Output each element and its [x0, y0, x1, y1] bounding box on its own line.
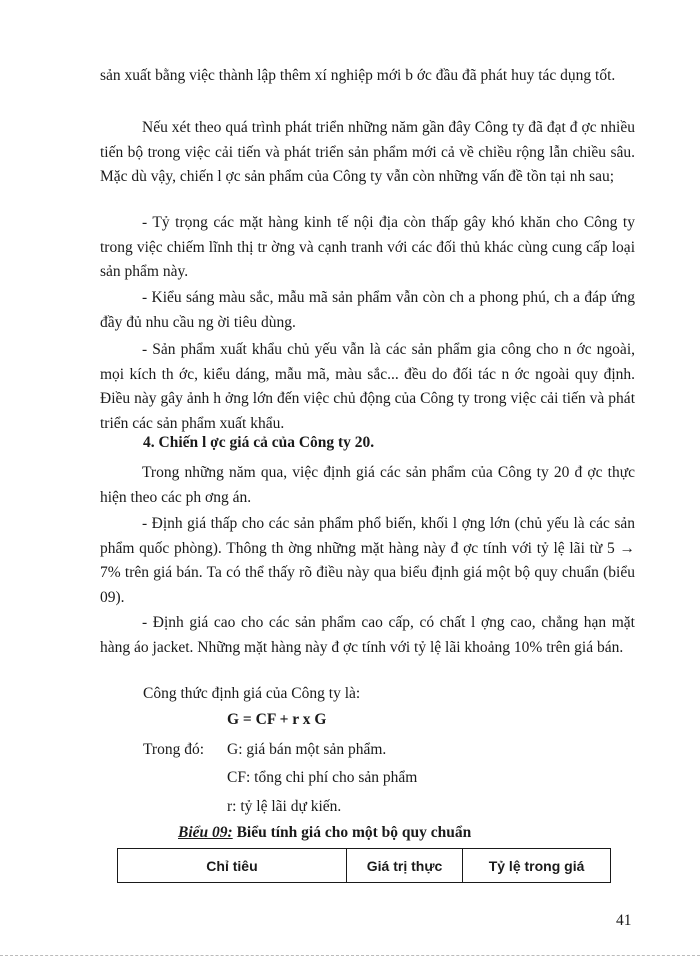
definition-g: G: giá bán một sản phẩm. — [227, 741, 387, 758]
where-label: Trong đó: — [143, 741, 205, 758]
paragraph-low-pricing — [100, 512, 635, 610]
paragraph-style-variety: - Kiểu sáng màu sắc, mẫu mã sản phẩm vẫn còn ch a phong phú, ch a đáp ứng đầy đủ nhu cầu ng ời tiêu dùng. — [100, 289, 635, 331]
pricing-formula: G = CF + r x G — [227, 711, 327, 728]
table-caption-text: Biểu tính giá cho một bộ quy chuẩn — [232, 824, 472, 841]
definition-r: r: tỷ lệ lãi dự kiến. — [227, 798, 342, 815]
paragraph-export-products: - Sản phẩm xuất khẩu chủ yếu vẫn là các sản phẩm gia công cho n ớc ngoài, mọi kích th ớc, kiểu dáng, mẫu mã, màu sắc... đều do đối tác n ớc ngoài quy định. Điều này gây ảnh h ởng lớn đến việc chủ động của Công ty trong việc cải tiến và phát triển các sản phẩm xuất khẩu. — [100, 341, 635, 432]
pricing-table — [117, 848, 611, 883]
paragraph-high-pricing: - Định giá cao cho các sản phẩm cao cấp, có chất l ợng cao, chẳng hạn mặt hàng áo jacket. Những mặt hàng này đ ợc tính với tỷ lệ lãi khoảng 10% trên giá bán. — [100, 614, 635, 656]
definition-cf: CF: tổng chi phí cho sản phẩm — [227, 769, 418, 786]
paragraph-pricing-methods: Trong những năm qua, việc định giá các sản phẩm của Công ty 20 đ ợc thực hiện theo các ph ơng án. — [100, 464, 635, 506]
header-actual-value: Giá trị thực — [346, 849, 462, 883]
paragraph-domestic-share: - Tỷ trọng các mặt hàng kinh tế nội địa còn thấp gây khó khăn cho Công ty trong việc chiếm lĩnh thị tr ờng và cạnh tranh với các đối thủ khác cùng cung cấp loại sản phẩm này. — [100, 214, 635, 280]
header-indicator: Chỉ tiêu — [118, 849, 347, 883]
formula-intro: Công thức định giá của Công ty là: — [143, 685, 361, 702]
header-price-ratio: Tỷ lệ trong giá — [463, 849, 611, 883]
page-number: 41 — [616, 912, 632, 929]
arrow-right-icon: → — [619, 539, 635, 557]
paragraph-product-development: Nếu xét theo quá trình phát triển những năm gần đây Công ty đã đạt đ ợc nhiều tiến bộ trong việc cải tiến và phát triển sản phẩm mới cả về chiều rộng lẫn chiều sâu. Mặc dù vậy, chiến l ợc sản phẩm của Công ty vẫn còn những vấn đề tồn tại nh sau; — [100, 119, 635, 185]
table-caption — [178, 824, 471, 842]
low-pricing-text-start: - Định giá thấp cho các sản phẩm phổ biến, khối l ợng lớn (chủ yếu là các sản phẩm quốc phòng). Thông th ờng những mặt hàng này đ ợc tính với tỷ lệ lãi từ 5 — [100, 515, 635, 557]
table-header-row — [118, 849, 611, 883]
page-bottom-divider — [0, 955, 700, 956]
low-pricing-text-end: 7% trên giá bán. Ta có thể thấy rõ điều này qua biểu định giá một bộ quy chuẩn (biểu 09). — [100, 564, 635, 606]
section-heading-pricing-strategy: 4. Chiến l ợc giá cả của Công ty 20. — [143, 434, 375, 451]
paragraph-intro: sản xuất bằng việc thành lập thêm xí nghiệp mới b ớc đầu đã phát huy tác dụng tốt. — [100, 67, 616, 84]
table-caption-label: Biểu 09: — [178, 824, 233, 841]
